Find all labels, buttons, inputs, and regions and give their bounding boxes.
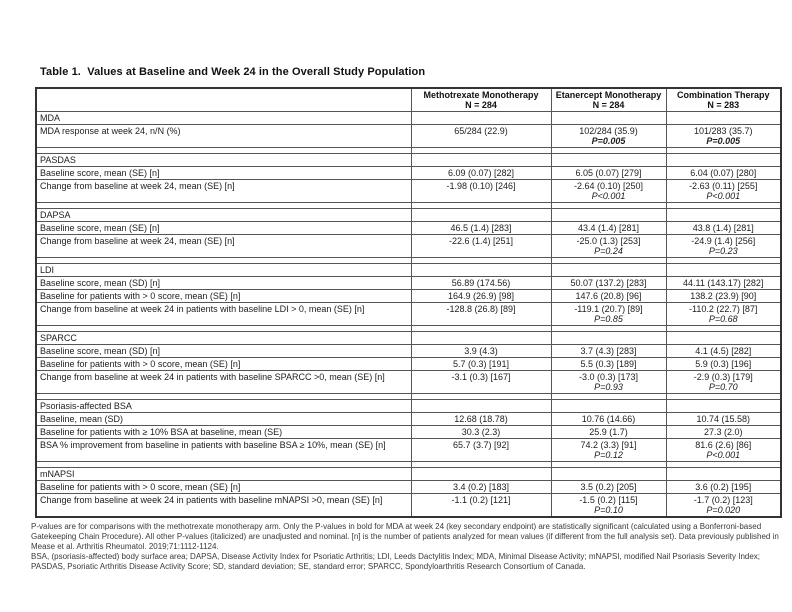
column-header-combination xyxy=(666,88,781,112)
cell-value: -3.1 (0.3) [167] xyxy=(451,372,511,382)
table-title: Table 1. Values at Baseline and Week 24 in the Overall Study Population xyxy=(40,66,426,78)
cell-value: -24.9 (1.4) [256] xyxy=(691,236,756,246)
empty-cell xyxy=(411,209,551,222)
value-cell xyxy=(551,345,666,358)
footnotes xyxy=(31,522,783,572)
empty-cell xyxy=(411,332,551,345)
empty-cell xyxy=(411,400,551,413)
cell-value: 65.7 (3.7) [92] xyxy=(452,440,510,450)
table-row xyxy=(36,345,781,358)
value-cell xyxy=(411,481,551,494)
section-header-label: PASDAS xyxy=(36,154,411,167)
value-cell xyxy=(666,222,781,235)
empty-cell xyxy=(411,154,551,167)
p-value: P=0.12 xyxy=(594,450,623,460)
section-header-label: mNAPSI xyxy=(36,468,411,481)
cell-value: -25.0 (1.3) [253] xyxy=(576,236,641,246)
section-header-row xyxy=(36,332,781,345)
cell-value: 164.9 (26.9) [98] xyxy=(447,291,515,301)
cell-value: -110.2 (22.7) [87] xyxy=(689,304,758,314)
value-cell xyxy=(411,180,551,203)
p-value: P=0.005 xyxy=(591,136,626,146)
empty-cell xyxy=(666,154,781,167)
value-cell xyxy=(666,358,781,371)
empty-cell xyxy=(551,112,666,125)
cell-value: 138.2 (23.9) [90] xyxy=(690,291,757,301)
row-label: Baseline score, mean (SD) [n] xyxy=(36,345,411,358)
cell-value: 10.74 (15.58) xyxy=(696,414,751,424)
row-label: Baseline, mean (SD) xyxy=(36,413,411,426)
p-value: P=0.020 xyxy=(706,505,741,515)
p-value: P<0.001 xyxy=(591,191,626,201)
p-value: P=0.70 xyxy=(708,382,738,392)
cell-value: -1.1 (0.2) [121] xyxy=(451,495,511,505)
cell-value: 5.7 (0.3) [191] xyxy=(452,359,510,369)
table-container xyxy=(31,66,780,572)
cell-value: 65/284 (22.9) xyxy=(454,126,508,136)
section-header-label: Psoriasis-affected BSA xyxy=(36,400,411,413)
value-cell xyxy=(666,167,781,180)
cell-value: 25.9 (1.7) xyxy=(589,427,628,437)
column-label: Combination Therapy xyxy=(676,90,770,100)
row-label: Baseline for patients with ≥ 10% BSA at baseline, mean (SE) xyxy=(36,426,411,439)
table-row xyxy=(36,180,781,203)
value-cell xyxy=(666,426,781,439)
cell-value: 5.9 (0.3) [196] xyxy=(695,359,752,369)
empty-cell xyxy=(551,264,666,277)
cell-value: 74.2 (3.3) [91] xyxy=(580,440,637,450)
section-header-label: DAPSA xyxy=(36,209,411,222)
p-value: P=0.10 xyxy=(594,505,623,515)
row-label: Baseline for patients with > 0 score, mean (SE) [n] xyxy=(36,358,411,371)
table-row xyxy=(36,481,781,494)
value-cell xyxy=(411,290,551,303)
value-cell xyxy=(666,235,781,258)
cell-value: 3.7 (4.3) [283] xyxy=(580,346,637,356)
results-table xyxy=(35,87,782,518)
value-cell xyxy=(411,494,551,518)
row-label: Change from baseline at week 24 in patients with baseline SPARCC >0, mean (SE) [n] xyxy=(36,371,411,394)
empty-cell xyxy=(411,264,551,277)
cell-value: 6.05 (0.07) [279] xyxy=(575,168,642,178)
cell-value: 102/284 (35.9) xyxy=(579,126,638,136)
table-row xyxy=(36,125,781,148)
value-cell xyxy=(551,494,666,518)
value-cell xyxy=(411,426,551,439)
value-cell xyxy=(551,125,666,148)
row-label: BSA % improvement from baseline in patients with baseline BSA ≥ 10%, mean (SE) [n] xyxy=(36,439,411,462)
cell-value: -1.98 (0.10) [246] xyxy=(446,181,516,191)
footnote-abbreviations: BSA, (psoriasis-affected) body surface area; DAPSA, Disease Activity Index for Psoriatic Arthritis; LDI, Leeds Dactylitis Index; MDA, Minimal Disease Activity; mNAPSI, modified Nail Psoriasis Severity Index; PASDAS, Psoriatic Arthritis Disease Activity Score; SD, standard deviation; SE, standard error; SPARCC, Spondyloarthritis Research Consortium of Canada. xyxy=(31,552,761,571)
empty-cell xyxy=(551,400,666,413)
value-cell xyxy=(551,290,666,303)
p-value: P=0.23 xyxy=(708,246,738,256)
value-cell xyxy=(411,371,551,394)
value-cell xyxy=(551,439,666,462)
cell-value: 6.09 (0.07) [282] xyxy=(447,168,515,178)
p-value: P<0.001 xyxy=(706,450,741,460)
cell-value: -2.64 (0.10) [250] xyxy=(573,181,644,191)
empty-cell xyxy=(551,468,666,481)
value-cell xyxy=(666,125,781,148)
cell-value: -2.63 (0.11) [255] xyxy=(689,181,758,191)
value-cell xyxy=(411,235,551,258)
value-cell xyxy=(666,439,781,462)
table-row xyxy=(36,413,781,426)
row-label: Change from baseline at week 24 in patients with baseline LDI > 0, mean (SE) [n] xyxy=(36,303,411,326)
table-row xyxy=(36,371,781,394)
cell-value: 50.07 (137.2) [283] xyxy=(570,278,647,288)
column-label: Methotrexate Monotherapy xyxy=(423,90,539,100)
value-cell xyxy=(666,290,781,303)
value-cell xyxy=(666,345,781,358)
cell-value: -22.6 (1.4) [251] xyxy=(448,236,514,246)
empty-cell xyxy=(551,332,666,345)
cell-value: 43.4 (1.4) [281] xyxy=(577,223,640,233)
empty-cell xyxy=(666,332,781,345)
p-value: P=0.005 xyxy=(706,136,741,146)
row-label: MDA response at week 24, n/N (%) xyxy=(36,125,411,148)
value-cell xyxy=(551,426,666,439)
cell-value: 56.89 (174.56) xyxy=(451,278,511,288)
column-header-methotrexate xyxy=(411,88,551,112)
table-row xyxy=(36,222,781,235)
cell-value: 30.3 (2.3) xyxy=(461,427,501,437)
value-cell xyxy=(551,358,666,371)
cell-value: -1.7 (0.2) [123] xyxy=(693,495,753,505)
row-label: Baseline score, mean (SE) [n] xyxy=(36,222,411,235)
section-header-row xyxy=(36,209,781,222)
section-header-label: MDA xyxy=(36,112,411,125)
cell-value: 3.6 (0.2) [195] xyxy=(695,482,752,492)
value-cell xyxy=(551,180,666,203)
value-cell xyxy=(551,413,666,426)
table-row xyxy=(36,303,781,326)
p-value: P=0.24 xyxy=(594,246,623,256)
footnote-pvalues: P-values are for comparisons with the methotrexate monotherapy arm. Only the P-values in bold for MDA at week 24 (key secondary endpoint) are statistically significant (calculated using a Bonferroni-based Gatekeeping Chain Procedure). All other P-values (italicized) are unadjusted and nominal. [n] is the number of patients analyzed for mean values (if different from the full analysis set). Data previously published in Mease et al. Arthritis Rheumatol. 2019;71:1112-1124. xyxy=(31,522,779,551)
value-cell xyxy=(551,167,666,180)
column-label: Etanercept Monotherapy xyxy=(555,90,662,100)
cell-value: 5.5 (0.3) [189] xyxy=(580,359,637,369)
table-row xyxy=(36,426,781,439)
table-body xyxy=(36,112,781,518)
cell-value: 12.68 (18.78) xyxy=(454,414,508,424)
value-cell xyxy=(666,413,781,426)
cell-value: 3.9 (4.3) xyxy=(464,346,498,356)
p-value: P=0.85 xyxy=(594,314,623,324)
table-row xyxy=(36,277,781,290)
value-cell xyxy=(411,167,551,180)
empty-cell xyxy=(666,468,781,481)
row-label: Change from baseline at week 24, mean (SE) [n] xyxy=(36,180,411,203)
empty-cell xyxy=(666,400,781,413)
table-row xyxy=(36,358,781,371)
cell-value: 147.6 (20.8) [96] xyxy=(575,291,642,301)
value-cell xyxy=(551,222,666,235)
value-cell xyxy=(411,345,551,358)
p-value: P=0.68 xyxy=(708,314,738,324)
cell-value: -2.9 (0.3) [179] xyxy=(693,372,753,382)
value-cell xyxy=(666,303,781,326)
section-header-label: SPARCC xyxy=(36,332,411,345)
value-cell xyxy=(411,277,551,290)
table-row xyxy=(36,494,781,518)
cell-value: -1.5 (0.2) [115] xyxy=(579,495,638,505)
cell-value: 27.3 (2.0) xyxy=(703,427,743,437)
value-cell xyxy=(551,303,666,326)
empty-cell xyxy=(666,264,781,277)
value-cell xyxy=(551,481,666,494)
value-cell xyxy=(666,277,781,290)
empty-cell xyxy=(666,112,781,125)
value-cell xyxy=(551,235,666,258)
cell-value: 10.76 (14.66) xyxy=(581,414,636,424)
section-header-label: LDI xyxy=(36,264,411,277)
table-row xyxy=(36,439,781,462)
cell-value: -3.0 (0.3) [173] xyxy=(578,372,639,382)
empty-cell xyxy=(551,154,666,167)
row-label: Baseline score, mean (SE) [n] xyxy=(36,167,411,180)
value-cell xyxy=(666,180,781,203)
column-n: N = 284 xyxy=(465,100,497,110)
row-label: Change from baseline at week 24, mean (SE) [n] xyxy=(36,235,411,258)
column-n: N = 284 xyxy=(592,100,625,110)
empty-cell xyxy=(411,112,551,125)
table-header xyxy=(36,88,781,112)
p-value: P<0.001 xyxy=(706,191,741,201)
cell-value: 4.1 (4.5) [282] xyxy=(695,346,752,356)
column-n: N = 283 xyxy=(707,100,740,110)
section-header-row xyxy=(36,154,781,167)
column-header-etanercept xyxy=(551,88,666,112)
cell-value: 3.4 (0.2) [183] xyxy=(452,482,510,492)
cell-value: -119.1 (20.7) [89] xyxy=(574,304,643,314)
row-label: Change from baseline at week 24 in patients with baseline mNAPSI >0, mean (SE) [n] xyxy=(36,494,411,518)
row-label-column-header xyxy=(36,88,411,112)
empty-cell xyxy=(411,468,551,481)
table-row xyxy=(36,290,781,303)
value-cell xyxy=(411,125,551,148)
cell-value: 44.11 (143.17) [282] xyxy=(683,278,764,288)
cell-value: 81.6 (2.6) [86] xyxy=(695,440,752,450)
table-row xyxy=(36,235,781,258)
empty-cell xyxy=(666,209,781,222)
section-header-row xyxy=(36,468,781,481)
section-header-row xyxy=(36,112,781,125)
empty-cell xyxy=(551,209,666,222)
section-header-row xyxy=(36,264,781,277)
row-label: Baseline for patients with > 0 score, mean (SE) [n] xyxy=(36,481,411,494)
value-cell xyxy=(666,481,781,494)
value-cell xyxy=(411,413,551,426)
row-label: Baseline score, mean (SD) [n] xyxy=(36,277,411,290)
value-cell xyxy=(666,371,781,394)
value-cell xyxy=(411,358,551,371)
cell-value: 43.8 (1.4) [281] xyxy=(692,223,754,233)
value-cell xyxy=(551,371,666,394)
cell-value: -128.8 (26.8) [89] xyxy=(446,304,516,314)
section-header-row xyxy=(36,400,781,413)
value-cell xyxy=(551,277,666,290)
cell-value: 3.5 (0.2) [205] xyxy=(580,482,637,492)
value-cell xyxy=(411,222,551,235)
table-row xyxy=(36,167,781,180)
cell-value: 46.5 (1.4) [283] xyxy=(450,223,512,233)
row-label: Baseline for patients with > 0 score, mean (SE) [n] xyxy=(36,290,411,303)
value-cell xyxy=(411,439,551,462)
cell-value: 6.04 (0.07) [280] xyxy=(690,168,757,178)
cell-value: 101/283 (35.7) xyxy=(693,126,753,136)
value-cell xyxy=(666,494,781,518)
p-value: P=0.93 xyxy=(594,382,623,392)
column-header-row xyxy=(36,88,781,112)
value-cell xyxy=(411,303,551,326)
